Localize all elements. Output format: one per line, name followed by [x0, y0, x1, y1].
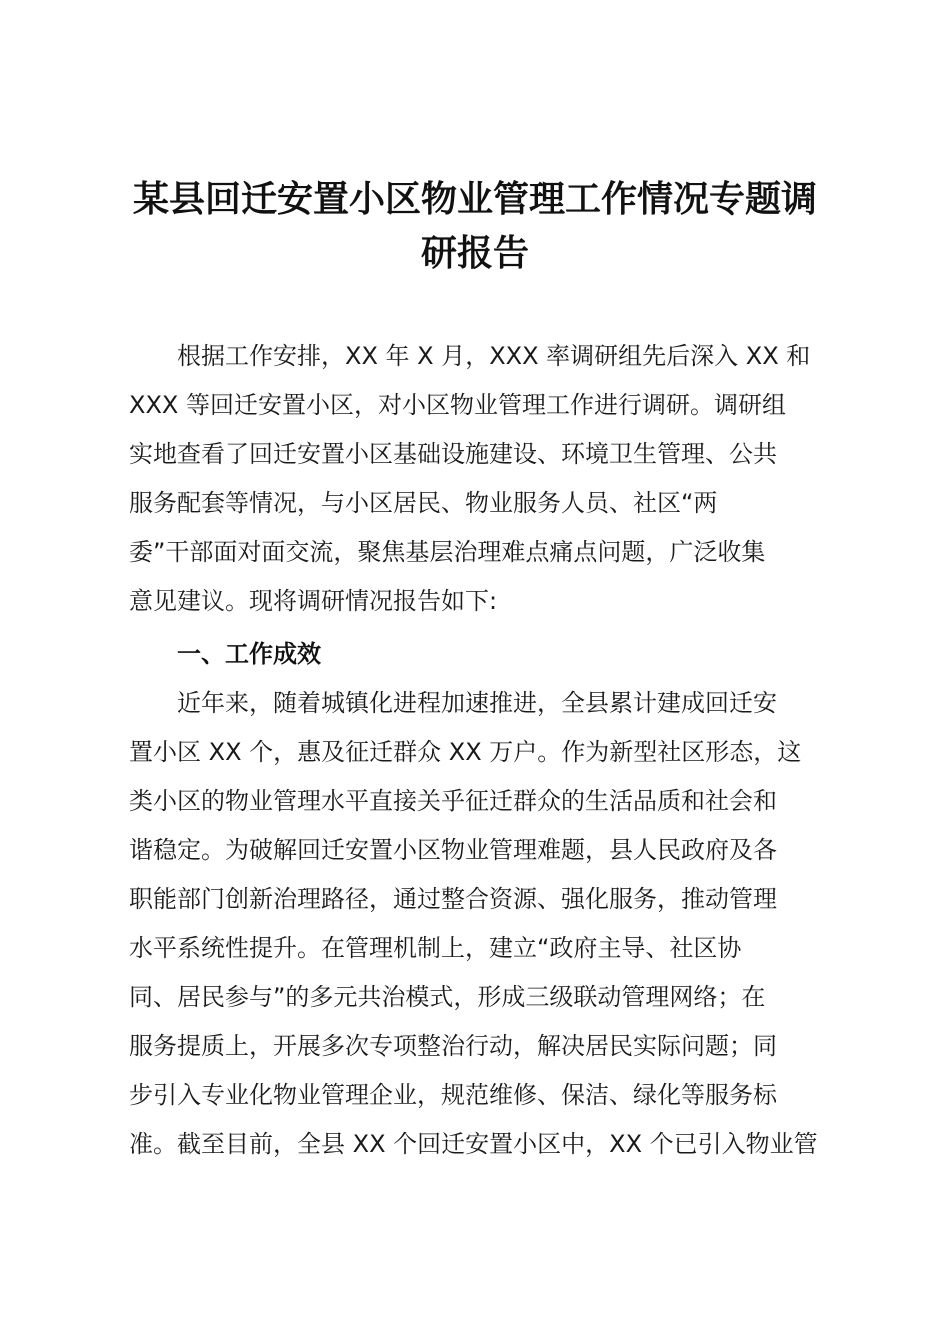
paragraph-line: 同、居民参与”的多元共治模式，形成三级联动管理网络；在	[129, 983, 766, 1011]
paragraph-line: 近年来，随着城镇化进程加速推进，全县累计建成回迁安	[177, 689, 777, 717]
paragraph-line: 意见建议。现将调研情况报告如下:	[129, 587, 498, 615]
document-title	[100, 172, 850, 280]
section-paragraph	[129, 679, 819, 1169]
paragraph-line: 实地查看了回迁安置小区基础设施建设、环境卫生管理、公共	[129, 440, 777, 468]
paragraph-line: 服务提质上，开展多次专项整治行动，解决居民实际问题；同	[129, 1032, 777, 1060]
paragraph-line: 类小区的物业管理水平直接关乎征迁群众的生活品质和社会和	[129, 787, 777, 815]
paragraph-line: 置小区 XX 个，惠及征迁群众 XX 万户。作为新型社区形态，这	[129, 738, 802, 766]
paragraph-line: 准。截至目前，全县 XX 个回迁安置小区中，XX 个已引入物业管	[129, 1130, 818, 1158]
intro-paragraph	[129, 332, 819, 626]
paragraph-line: 谐稳定。为破解回迁安置小区物业管理难题，县人民政府及各	[129, 836, 777, 864]
paragraph-line: 水平系统性提升。在管理机制上，建立“政府主导、社区协	[129, 934, 742, 962]
paragraph-line: 职能部门创新治理路径，通过整合资源、强化服务，推动管理	[129, 885, 777, 913]
title-line: 研报告	[420, 232, 529, 274]
paragraph-line: 步引入专业化物业管理企业，规范维修、保洁、绿化等服务标	[129, 1081, 777, 1109]
paragraph-line: XXX 等回迁安置小区，对小区物业管理工作进行调研。调研组	[129, 391, 786, 419]
paragraph-line: 根据工作安排，XX 年 X 月，XXX 率调研组先后深入 XX 和	[177, 342, 811, 370]
paragraph-line: 服务配套等情况，与小区居民、物业服务人员、社区“两	[129, 489, 718, 517]
section-heading: 一、工作成效	[177, 640, 321, 668]
title-line: 某县回迁安置小区物业管理工作情况专题调	[132, 178, 817, 220]
paragraph-line: 委”干部面对面交流，聚焦基层治理难点痛点问题，广泛收集	[129, 538, 766, 566]
